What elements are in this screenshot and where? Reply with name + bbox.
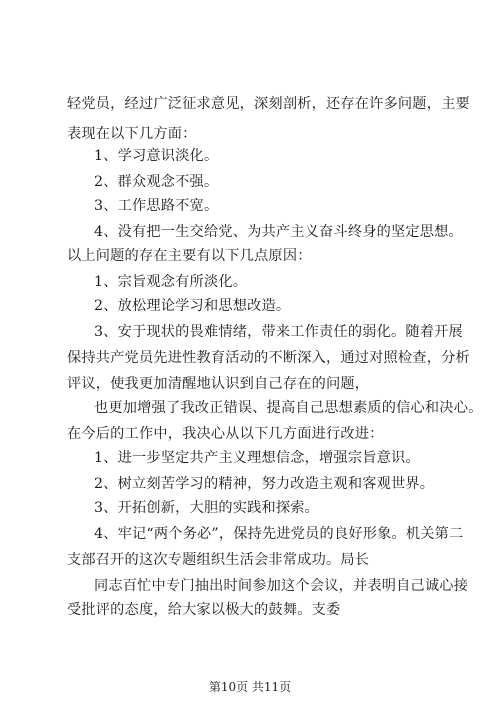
text-line: 以上问题的存在主要有以下几点原因： xyxy=(67,248,312,264)
page-number-footer: 第10页 共11页 xyxy=(208,680,292,694)
list-item: 2、群众观念不强。 xyxy=(94,174,219,190)
list-item: 2、放松理论学习和思想改造。 xyxy=(94,298,291,314)
text-line: 在今后的工作中，我决心从以下几方面进行改进： xyxy=(67,426,384,442)
text-line: 评议，使我更加清醒地认识到自己存在的问题， xyxy=(67,376,370,392)
text-line: 也更加增强了我改正错误、提高自己思想素质的信心和决心。 xyxy=(94,400,483,416)
text-line: 轻党员，经过广泛征求意见，深刻剖析，还存在许多问题，主要 xyxy=(67,96,470,112)
text-line: 表现在以下几方面： xyxy=(67,126,197,142)
list-item: 3、安于现状的畏难情绪，带来工作责任的弱化。随着开展 xyxy=(94,324,463,340)
list-item: 1、学习意识淡化。 xyxy=(94,148,219,164)
list-item: 2、树立刻苦学习的精神，努力改造主观和客观世界。 xyxy=(94,476,435,492)
list-item: 4、没有把一生交给党、为共产主义奋斗终身的坚定思想。 xyxy=(94,224,463,240)
list-item: 3、开拓创新，大胆的实践和探索。 xyxy=(94,500,320,516)
text-line: 保持共产党员先进性教育活动的不断深入，通过对照检查，分析 xyxy=(67,350,470,366)
text-line: 受批评的态度，给大家以极大的鼓舞。支委 xyxy=(67,602,341,618)
text-line: 同志百忙中专门抽出时间参加这个会议，并表明自己诚心接 xyxy=(94,578,469,594)
list-item: 4、牢记“两个务必”，保持先进党员的良好形象。机关第二 xyxy=(94,526,464,542)
list-item: 3、工作思路不宽。 xyxy=(94,198,219,214)
list-item: 1、进一步坚定共产主义理想信念，增强宗旨意识。 xyxy=(94,450,420,466)
list-item: 1、宗旨观念有所淡化。 xyxy=(94,274,248,290)
text-line: 支部召开的这次专题组织生活会非常成功。局长 xyxy=(67,552,370,568)
